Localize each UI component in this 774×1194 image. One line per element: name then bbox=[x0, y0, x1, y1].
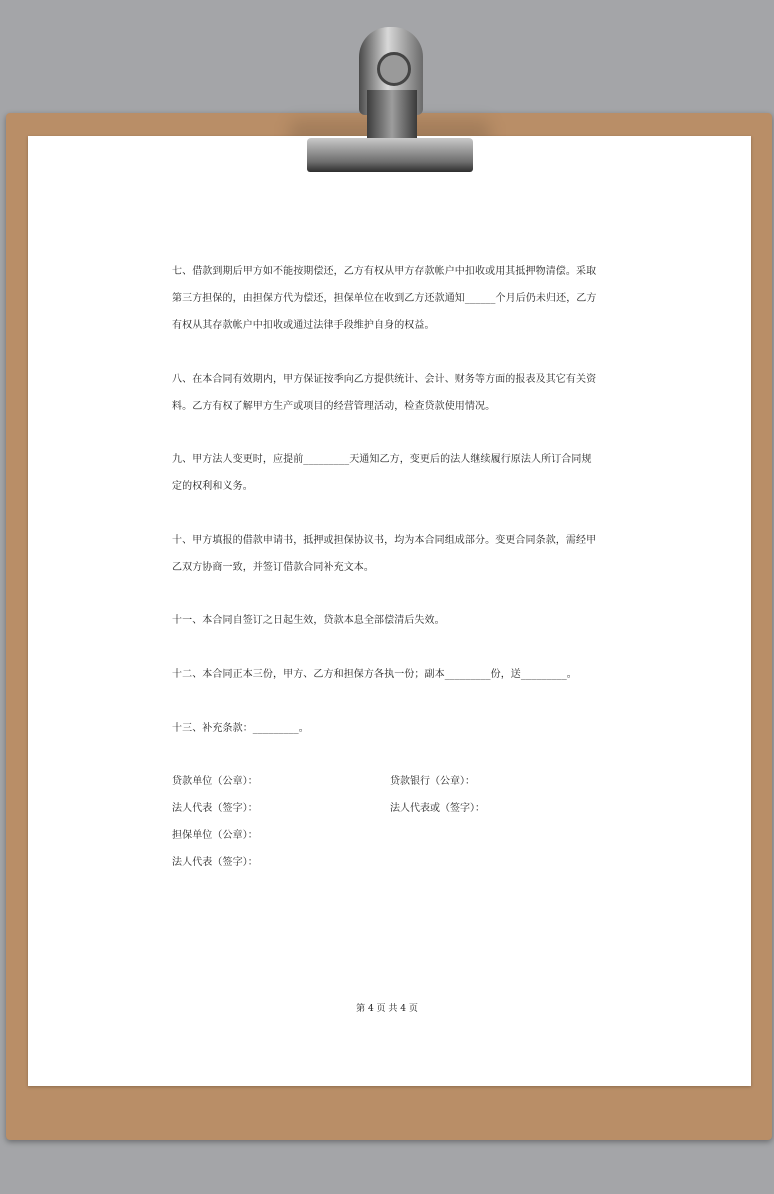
clause-13: 十三、补充条款：_________。 bbox=[172, 723, 309, 734]
clause-10-line-1: 十、甲方填报的借款申请书，抵押或担保协议书，均为本合同组成部分。变更合同条款，需经甲 bbox=[172, 535, 597, 546]
clause-11: 十一、本合同自签订之日起生效，贷款本息全部偿清后失效。 bbox=[172, 615, 445, 626]
clause-7-line-2: 第三方担保的，由担保方代为偿还，担保单位在收到乙方还款通知______个月后仍未归还，乙方 bbox=[172, 293, 597, 304]
legal-rep-signature-label: 法人代表（签字）： bbox=[172, 803, 258, 814]
clause-9-line-1: 九、甲方法人变更时，应提前_________天通知乙方，变更后的法人继续履行原法人所订合同规 bbox=[172, 454, 592, 465]
clause-7 bbox=[172, 258, 612, 339]
clause-9 bbox=[172, 446, 612, 500]
bank-seal-label: 贷款银行（公章）： bbox=[390, 776, 475, 787]
clause-10-line-2: 乙双方协商一致，并签订借款合同补充文本。 bbox=[172, 562, 374, 573]
clause-7-line-1: 七、借款到期后甲方如不能按期偿还，乙方有权从甲方存款帐户中扣收或用其抵押物清偿。采取 bbox=[172, 266, 597, 277]
page-number: 第 4 页 共 4 页 bbox=[356, 1004, 418, 1014]
binder-clip-body bbox=[367, 90, 417, 142]
binder-clip-base bbox=[307, 138, 473, 172]
clause-8-line-1: 八、在本合同有效期内，甲方保证按季向乙方提供统计、会计、财务等方面的报表及其它有关资 bbox=[172, 374, 597, 385]
binder-clip-hole bbox=[377, 52, 411, 86]
bank-legal-rep-label: 法人代表或（签字）： bbox=[390, 803, 485, 814]
clause-8 bbox=[172, 366, 612, 420]
guarantor-seal-label: 担保单位（公章）： bbox=[172, 830, 258, 841]
borrower-seal-label: 贷款单位（公章）： bbox=[172, 776, 258, 787]
clause-10 bbox=[172, 527, 612, 581]
clause-9-line-2: 定的权利和义务。 bbox=[172, 481, 253, 492]
clause-12: 十二、本合同正本三份，甲方、乙方和担保方各执一份；副本_________份，送_________。 bbox=[172, 669, 577, 680]
guarantor-legal-rep-label: 法人代表（签字）： bbox=[172, 857, 258, 868]
signature-right-column bbox=[390, 768, 485, 822]
clause-8-line-2: 料。乙方有权了解甲方生产或项目的经营管理活动，检查贷款使用情况。 bbox=[172, 401, 496, 412]
clause-7-line-3: 有权从其存款帐户中扣收或通过法律手段维护自身的权益。 bbox=[172, 320, 435, 331]
